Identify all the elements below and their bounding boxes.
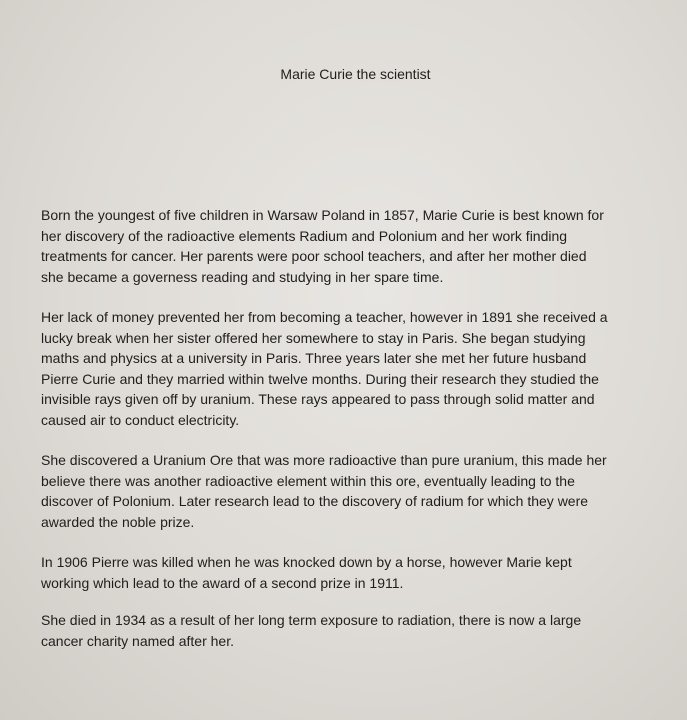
paragraph-early-life: Born the youngest of five children in Warsaw Poland in 1857, Marie Curie is best known for her discovery of the radioactive elements Radium and Polonium and her work finding treatments for cancer. Her parents were poor school teachers, and after her mother died she became a governess reading and studying in her spare time. bbox=[41, 207, 604, 285]
paragraph-second-prize: In 1906 Pierre was killed when he was knocked down by a horse, however Marie kept working which lead to the award of a second prize in 1911. bbox=[41, 554, 572, 591]
paragraph-discoveries: She discovered a Uranium Ore that was more radioactive than pure uranium, this made her believe there was another radioactive element within this ore, eventually leading to the discover of Polonium. Later research lead to the discovery of radium for which they were awarded the noble prize. bbox=[41, 452, 607, 530]
document-title: Marie Curie the scientist bbox=[280, 66, 431, 82]
paragraph-death: She died in 1934 as a result of her long term exposure to radiation, there is now a large cancer charity named after her. bbox=[41, 612, 582, 649]
paragraph-paris-research: Her lack of money prevented her from becoming a teacher, however in 1891 she received a lucky break when her sister offered her somewhere to stay in Paris. She began studying maths and physics at a university in Paris. Three years later she met her future husband Pierre Curie and they married within twelve months. During their research they studied the invisible rays given off by uranium. These rays appeared to pass through solid matter and caused air to conduct electricity. bbox=[41, 309, 608, 428]
